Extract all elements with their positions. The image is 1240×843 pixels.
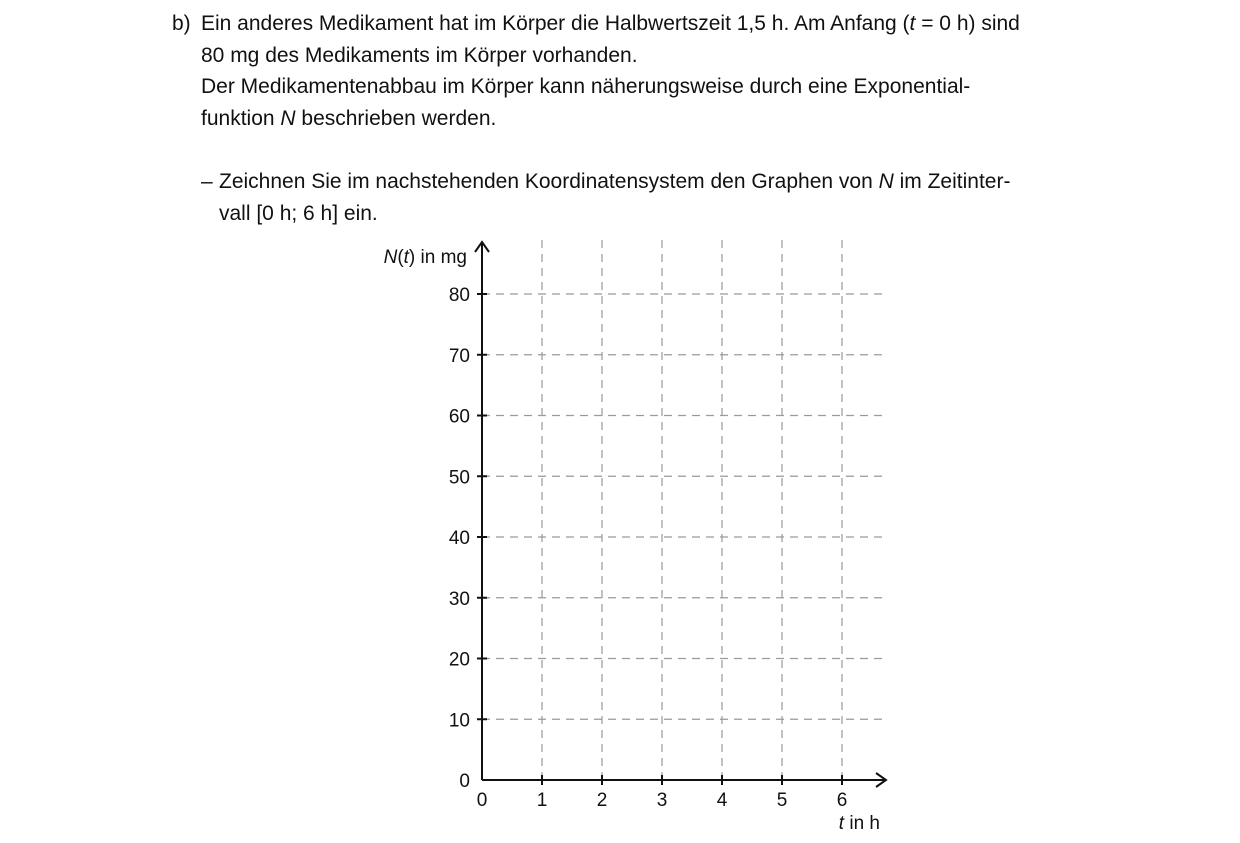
text-segment: 80 mg des Medikaments im Körper vorhanden. <box>201 43 638 67</box>
text-segment: vall [0 h; 6 h] ein. <box>219 201 378 225</box>
x-tick-label: 6 <box>836 790 848 811</box>
y-tick-label: 10 <box>448 710 470 732</box>
instruction-dash: – <box>201 170 213 193</box>
text-segment: = 0 h) sind <box>915 12 1020 35</box>
text-segment: Der Medikamentenabbau im Körper kann näherungsweise durch eine Exponential- <box>201 75 971 98</box>
tick-labels <box>449 285 847 811</box>
math-variable: N <box>878 170 894 193</box>
y-tick-label: 0 <box>459 771 470 792</box>
text-segment: Ein anderes Medikament hat im Körper die Halbwertszeit 1,5 h. Am Anfang ( <box>201 12 910 35</box>
text-segment: funktion <box>201 106 281 130</box>
x-tick-label: 3 <box>656 790 668 811</box>
y-tick-label: 60 <box>448 406 470 428</box>
text-segment: Zeichnen Sie im nachstehenden Koordinatensystem den Graphen von <box>219 170 879 193</box>
text-segment: beschrieben werden. <box>295 106 497 130</box>
y-tick-label: 20 <box>448 649 470 671</box>
y-tick-label: 40 <box>448 528 470 549</box>
y-tick-label: 80 <box>448 285 470 306</box>
math-variable: t <box>909 12 916 35</box>
y-axis-label: N(t) in mg <box>383 247 467 268</box>
y-tick-label: 30 <box>448 588 470 610</box>
x-tick-label: 4 <box>716 790 728 811</box>
axes <box>475 242 886 787</box>
x-axis-label: t in h <box>838 813 880 834</box>
y-tick-label: 50 <box>448 467 470 489</box>
task-label: b) <box>172 12 191 35</box>
grid-lines <box>482 240 882 780</box>
ticks <box>477 294 842 785</box>
y-tick-label: 70 <box>448 345 470 367</box>
x-tick-label: 5 <box>776 790 788 811</box>
x-tick-label: 0 <box>476 790 488 811</box>
x-tick-label: 2 <box>596 790 608 811</box>
text-segment: im Zeitinter- <box>893 170 1011 193</box>
x-tick-label: 1 <box>536 790 548 811</box>
math-variable: N <box>280 106 296 130</box>
